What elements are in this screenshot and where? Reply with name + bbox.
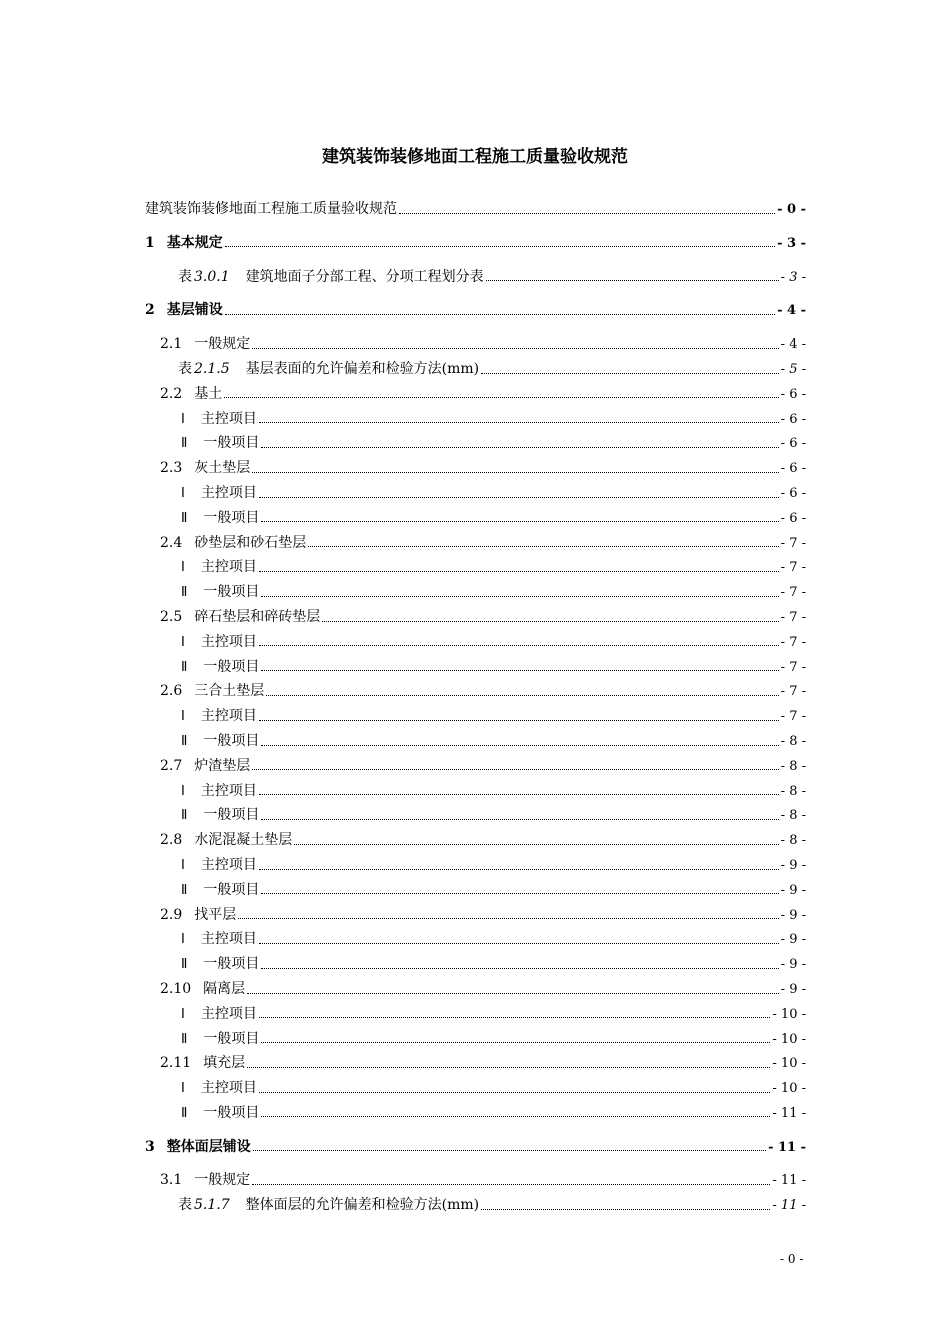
document-title: 建筑装饰装修地面工程施工质量验收规范 bbox=[322, 147, 628, 167]
toc-entry-number: Ⅱ bbox=[181, 510, 188, 526]
toc-entry-title: 一般项目 bbox=[203, 435, 260, 452]
toc-dot-leader bbox=[259, 633, 779, 647]
toc-table-prefix: 表 bbox=[178, 268, 192, 285]
toc-entry-number: 2 bbox=[145, 302, 155, 319]
toc-dot-leader bbox=[261, 434, 778, 448]
toc-entry-number: Ⅱ bbox=[181, 1105, 188, 1121]
toc-entry[interactable] bbox=[145, 879, 806, 904]
toc-entry-title: 一般项目 bbox=[203, 1104, 260, 1121]
toc-entry-title: 找平层 bbox=[194, 906, 237, 923]
toc-entry-number: Ⅰ bbox=[181, 783, 185, 799]
toc-entry-title: 一般项目 bbox=[203, 732, 260, 749]
toc-dot-leader bbox=[259, 1079, 771, 1093]
toc-entry[interactable] bbox=[145, 755, 806, 780]
toc-entry-page: - 9 - bbox=[780, 957, 806, 973]
toc-entry-page: - 8 - bbox=[780, 833, 806, 849]
toc-entry-title: 炉渣垫层 bbox=[194, 757, 251, 774]
toc-entry-number: 2.8 bbox=[160, 832, 183, 849]
toc-entry-number: 3.1 bbox=[160, 1172, 183, 1189]
toc-dot-leader bbox=[253, 1138, 766, 1152]
toc-entry-title: 基层铺设 bbox=[166, 302, 223, 319]
toc-dot-leader bbox=[259, 558, 779, 572]
toc-entry-title: 一般规定 bbox=[194, 1172, 251, 1189]
toc-entry-page: - 7 - bbox=[780, 684, 806, 700]
toc-entry-number: 2.4 bbox=[160, 534, 183, 551]
toc-entry-page: - 11 - bbox=[768, 1139, 806, 1155]
toc-entry-number: Ⅱ bbox=[181, 808, 188, 824]
toc-entry-title: 隔离层 bbox=[203, 980, 246, 997]
toc-entry-number: 2.11 bbox=[160, 1055, 192, 1072]
toc-entry-title: 主控项目 bbox=[200, 931, 257, 948]
toc-entry[interactable] bbox=[145, 928, 806, 953]
toc-dot-leader bbox=[261, 1030, 770, 1044]
toc-dot-leader bbox=[259, 782, 779, 796]
toc-entry-title: 主控项目 bbox=[200, 856, 257, 873]
toc-entry[interactable] bbox=[145, 1136, 806, 1161]
toc-entry[interactable] bbox=[145, 1052, 806, 1077]
toc-entry[interactable] bbox=[145, 432, 806, 457]
toc-entry-title: 一般项目 bbox=[203, 584, 260, 601]
toc-entry-number: 2.1 bbox=[160, 336, 183, 353]
toc-entry-number: 2.5 bbox=[160, 608, 183, 625]
toc-entry[interactable] bbox=[145, 631, 806, 656]
toc-entry-page: - 6 - bbox=[780, 411, 806, 427]
toc-entry[interactable] bbox=[145, 507, 806, 532]
toc-entry[interactable] bbox=[145, 532, 806, 557]
toc-entry-number: 2.3 bbox=[160, 460, 183, 477]
toc-entry-page: - 7 - bbox=[780, 659, 806, 675]
toc-dot-leader bbox=[294, 831, 778, 845]
toc-entry[interactable] bbox=[145, 1003, 806, 1028]
toc-entry-title: 整体面层的允许偏差和检验方法(mm) bbox=[245, 1197, 480, 1214]
toc-dot-leader bbox=[261, 806, 778, 820]
toc-dot-leader bbox=[266, 682, 778, 696]
toc-dot-leader bbox=[247, 1054, 770, 1068]
toc-entry-title: 一般项目 bbox=[203, 1030, 260, 1047]
toc-entry-title: 填充层 bbox=[203, 1055, 246, 1072]
toc-entry-title: 砂垫层和砂石垫层 bbox=[194, 534, 307, 551]
toc-entry-page: - 4 - bbox=[780, 337, 806, 353]
toc-entry-number: 2.10 bbox=[160, 980, 192, 997]
toc-entry-title: 基本规定 bbox=[166, 234, 223, 251]
toc-entry[interactable] bbox=[145, 232, 806, 257]
toc-entry[interactable] bbox=[145, 680, 806, 705]
toc-entry-number: Ⅰ bbox=[181, 1006, 185, 1022]
toc-entry[interactable] bbox=[145, 299, 806, 324]
toc-entry[interactable] bbox=[145, 829, 806, 854]
toc-dot-leader bbox=[308, 534, 778, 548]
toc-dot-leader bbox=[252, 757, 778, 771]
toc-entry-page: - 8 - bbox=[780, 733, 806, 749]
toc-entry-number: Ⅱ bbox=[181, 1031, 188, 1047]
toc-entry-page: - 7 - bbox=[780, 709, 806, 725]
toc-dot-leader bbox=[261, 658, 778, 672]
toc-entry-page: - 10 - bbox=[772, 1031, 806, 1047]
toc-dot-leader bbox=[261, 1104, 770, 1118]
toc-entry-page: - 6 - bbox=[780, 510, 806, 526]
toc-dot-leader bbox=[224, 385, 778, 399]
toc-entry-number: Ⅱ bbox=[181, 882, 188, 898]
toc-entry-page: - 8 - bbox=[780, 758, 806, 774]
toc-dot-leader bbox=[261, 732, 778, 746]
toc-entry-title: 主控项目 bbox=[200, 410, 257, 427]
toc-dot-leader bbox=[259, 410, 779, 424]
toc-entry-page: - 11 - bbox=[772, 1173, 806, 1189]
toc-entry-title: 三合土垫层 bbox=[194, 683, 265, 700]
toc-table-prefix: 表 bbox=[178, 1197, 192, 1214]
toc-entry-page: - 7 - bbox=[780, 560, 806, 576]
toc-entry-page: - 7 - bbox=[780, 585, 806, 601]
toc-entry-page: - 4 - bbox=[777, 303, 806, 319]
toc-entry-page: - 7 - bbox=[780, 535, 806, 551]
toc-entry[interactable] bbox=[145, 904, 806, 929]
toc-entry-number: Ⅱ bbox=[181, 585, 188, 601]
toc-entry-number: 3.0.1 bbox=[194, 268, 230, 285]
toc-entry-title: 基土 bbox=[194, 385, 223, 402]
toc-entry-title: 一般项目 bbox=[203, 807, 260, 824]
toc-entry[interactable] bbox=[145, 1102, 806, 1127]
toc-entry[interactable] bbox=[145, 358, 806, 383]
toc-dot-leader bbox=[225, 301, 775, 315]
toc-entry[interactable] bbox=[145, 457, 806, 482]
toc-entry-page: - 10 - bbox=[772, 1081, 806, 1097]
toc-entry-page: - 10 - bbox=[772, 1056, 806, 1072]
toc-dot-leader bbox=[399, 200, 775, 214]
toc-entry-page: - 3 - bbox=[780, 269, 806, 285]
toc-entry-number: 5.1.7 bbox=[194, 1197, 230, 1214]
toc-entry-number: Ⅰ bbox=[181, 709, 185, 725]
toc-entry-page: - 9 - bbox=[780, 981, 806, 997]
toc-entry-title: 水泥混凝土垫层 bbox=[194, 832, 293, 849]
toc-entry-title: 主控项目 bbox=[200, 1005, 257, 1022]
toc-entry-title: 一般项目 bbox=[203, 509, 260, 526]
toc-dot-leader bbox=[481, 360, 779, 374]
toc-entry[interactable] bbox=[145, 408, 806, 433]
toc-entry[interactable] bbox=[145, 705, 806, 730]
toc-entry-title: 灰土垫层 bbox=[194, 460, 251, 477]
toc-entry-page: - 9 - bbox=[780, 932, 806, 948]
toc-entry-page: - 8 - bbox=[780, 808, 806, 824]
toc-entry-page: - 5 - bbox=[780, 361, 806, 377]
toc-entry-number: 2.6 bbox=[160, 683, 183, 700]
toc-entry-number: Ⅱ bbox=[181, 436, 188, 452]
toc-entry[interactable] bbox=[145, 656, 806, 681]
toc-dot-leader bbox=[252, 459, 778, 473]
toc-dot-leader bbox=[261, 509, 778, 523]
toc-entry-number: Ⅰ bbox=[181, 634, 185, 650]
toc-entry[interactable] bbox=[145, 606, 806, 631]
toc-entry-number: Ⅱ bbox=[181, 957, 188, 973]
toc-dot-leader bbox=[322, 608, 778, 622]
toc-entry-number: Ⅰ bbox=[181, 560, 185, 576]
toc-entry[interactable] bbox=[145, 1169, 806, 1194]
toc-dot-leader bbox=[252, 335, 778, 349]
toc-entry-title: 一般项目 bbox=[203, 881, 260, 898]
toc-entry-number: Ⅰ bbox=[181, 932, 185, 948]
toc-entry-number: 2.2 bbox=[160, 385, 183, 402]
table-of-contents bbox=[145, 198, 806, 1219]
toc-entry-title: 主控项目 bbox=[200, 633, 257, 650]
toc-entry[interactable] bbox=[145, 1194, 806, 1219]
toc-table-prefix: 表 bbox=[178, 360, 192, 377]
toc-entry[interactable] bbox=[145, 383, 806, 408]
toc-entry-number: Ⅱ bbox=[181, 659, 188, 675]
toc-entry-page: - 9 - bbox=[780, 882, 806, 898]
toc-entry-title: 整体面层铺设 bbox=[166, 1138, 251, 1155]
toc-entry[interactable] bbox=[145, 730, 806, 755]
toc-entry-title: 建筑装饰装修地面工程施工质量验收规范 bbox=[145, 201, 397, 217]
toc-entry[interactable] bbox=[145, 482, 806, 507]
toc-entry-page: - 9 - bbox=[780, 857, 806, 873]
toc-entry[interactable] bbox=[145, 198, 806, 223]
toc-dot-leader bbox=[261, 881, 778, 895]
toc-entry[interactable] bbox=[145, 333, 806, 358]
toc-entry-title: 一般项目 bbox=[203, 956, 260, 973]
toc-entry-title: 碎石垫层和碎砖垫层 bbox=[194, 608, 321, 625]
toc-entry-title: 主控项目 bbox=[200, 484, 257, 501]
toc-entry-title: 主控项目 bbox=[200, 559, 257, 576]
toc-entry-number: Ⅰ bbox=[181, 485, 185, 501]
toc-entry-number: 2.9 bbox=[160, 906, 183, 923]
toc-entry[interactable] bbox=[145, 581, 806, 606]
toc-entry-title: 主控项目 bbox=[200, 708, 257, 725]
toc-entry-title: 主控项目 bbox=[200, 782, 257, 799]
toc-entry-title: 主控项目 bbox=[200, 1080, 257, 1097]
toc-entry[interactable] bbox=[145, 266, 806, 291]
toc-entry-number: 2.1.5 bbox=[194, 360, 230, 377]
toc-entry[interactable] bbox=[145, 1077, 806, 1102]
toc-dot-leader bbox=[247, 980, 779, 994]
toc-entry-page: - 6 - bbox=[780, 386, 806, 402]
toc-entry-number: Ⅰ bbox=[181, 857, 185, 873]
toc-entry-title: 一般规定 bbox=[194, 336, 251, 353]
toc-entry-page: - 7 - bbox=[780, 609, 806, 625]
toc-entry[interactable] bbox=[145, 1028, 806, 1053]
toc-entry-page: - 6 - bbox=[780, 461, 806, 477]
toc-dot-leader bbox=[261, 955, 778, 969]
toc-entry-page: - 11 - bbox=[772, 1105, 806, 1121]
toc-entry-title: 建筑地面子分部工程、分项工程划分表 bbox=[245, 268, 484, 285]
toc-entry-number: 3 bbox=[145, 1138, 155, 1155]
toc-entry[interactable] bbox=[145, 978, 806, 1003]
toc-dot-leader bbox=[259, 930, 779, 944]
page-number-footer: - 0 - bbox=[780, 1252, 804, 1266]
toc-dot-leader bbox=[259, 707, 779, 721]
toc-entry[interactable] bbox=[145, 854, 806, 879]
toc-dot-leader bbox=[238, 906, 778, 920]
toc-entry-page: - 0 - bbox=[777, 202, 806, 217]
toc-entry-page: - 7 - bbox=[780, 634, 806, 650]
toc-dot-leader bbox=[252, 1171, 770, 1185]
toc-entry-page: - 10 - bbox=[772, 1006, 806, 1022]
toc-entry[interactable] bbox=[145, 780, 806, 805]
toc-dot-leader bbox=[261, 583, 778, 597]
toc-entry-page: - 8 - bbox=[780, 783, 806, 799]
toc-entry-number: Ⅱ bbox=[181, 733, 188, 749]
toc-entry[interactable] bbox=[145, 953, 806, 978]
toc-entry-page: - 6 - bbox=[780, 436, 806, 452]
toc-dot-leader bbox=[259, 484, 779, 498]
toc-entry-title: 一般项目 bbox=[203, 658, 260, 675]
toc-dot-leader bbox=[225, 234, 775, 248]
toc-entry[interactable] bbox=[145, 556, 806, 581]
toc-entry-page: - 9 - bbox=[780, 907, 806, 923]
toc-entry-page: - 6 - bbox=[780, 485, 806, 501]
toc-entry-page: - 11 - bbox=[772, 1198, 806, 1214]
toc-dot-leader bbox=[481, 1196, 770, 1210]
toc-entry-number: 1 bbox=[145, 234, 155, 251]
toc-dot-leader bbox=[259, 856, 779, 870]
toc-entry-number: Ⅰ bbox=[181, 411, 185, 427]
toc-entry-number: Ⅰ bbox=[181, 1081, 185, 1097]
toc-entry[interactable] bbox=[145, 804, 806, 829]
toc-dot-leader bbox=[486, 268, 779, 282]
toc-entry-page: - 3 - bbox=[777, 235, 806, 251]
toc-dot-leader bbox=[259, 1005, 771, 1019]
toc-entry-title: 基层表面的允许偏差和检验方法(mm) bbox=[245, 360, 480, 377]
toc-entry-number: 2.7 bbox=[160, 757, 183, 774]
